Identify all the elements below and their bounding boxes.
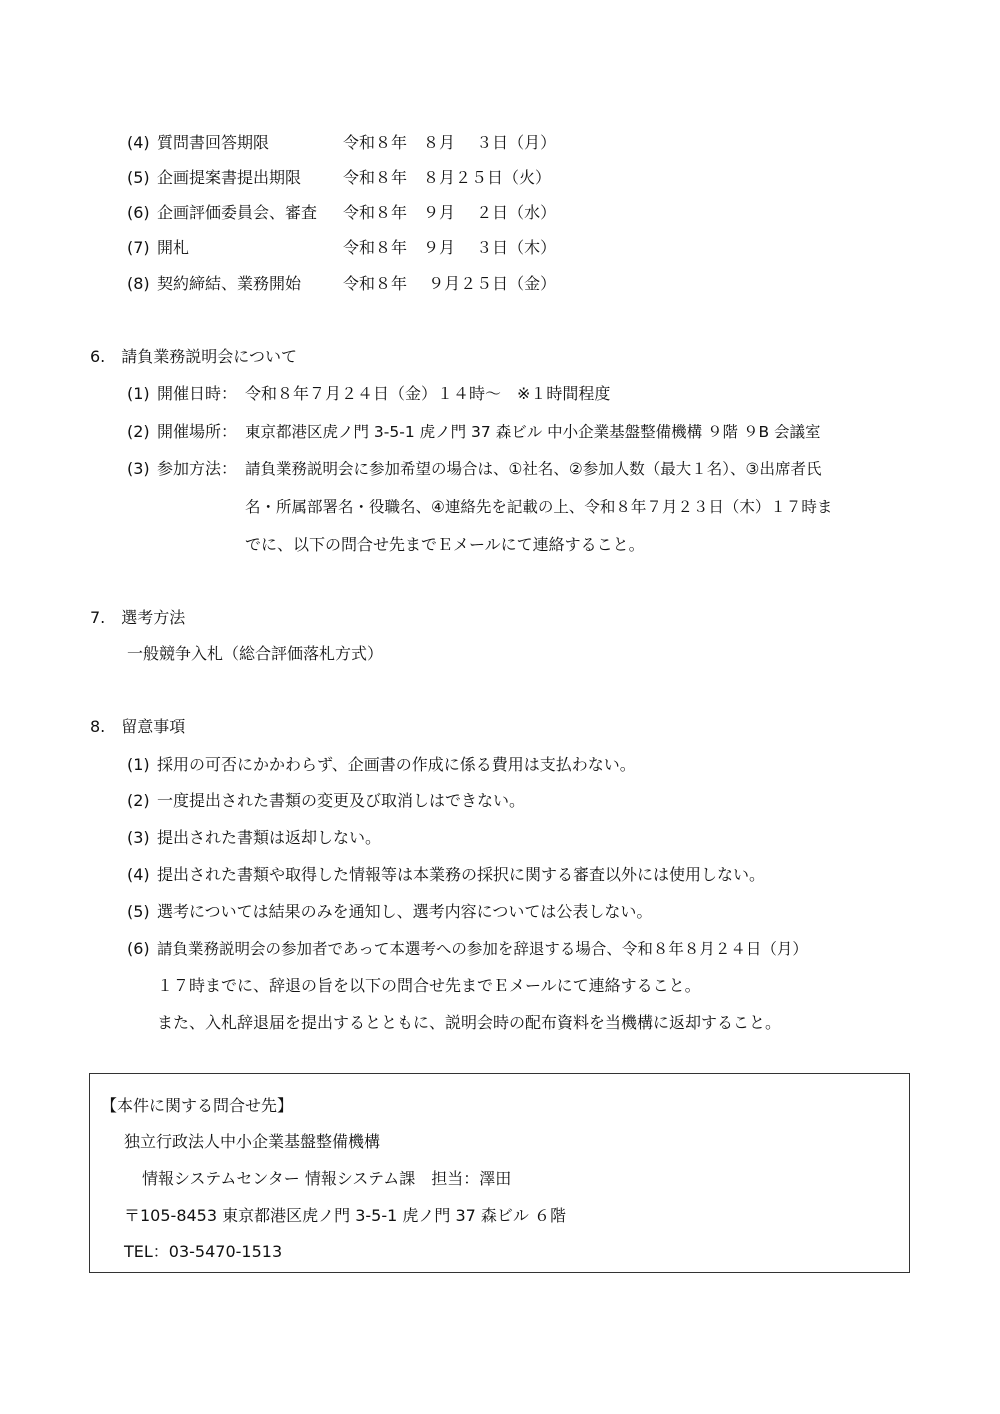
contact-title: 【本件に関する問合せ先】 [101, 1096, 294, 1115]
schedule-date: 令和８年 ９月 ３日（木） [343, 238, 557, 257]
schedule-label: 企画提案書提出期限 [157, 168, 302, 187]
item-num: (3) [127, 828, 150, 847]
item-num: (2) [127, 422, 150, 441]
item-text: 採用の可否にかかわらず、企画書の作成に係る費用は支払わない。 [157, 755, 636, 774]
item-num: (1) [127, 755, 150, 774]
schedule-num: (8) [127, 274, 150, 293]
schedule-date: 令和８年 ８月 ３日（月） [343, 133, 557, 152]
schedule-num: (6) [127, 203, 150, 222]
schedule-date: 令和８年 ９月２５日（金） [343, 274, 557, 293]
section-text: 一般競争入札（総合評価落札方式） [127, 644, 384, 663]
schedule-num: (5) [127, 168, 150, 187]
item-label: 参加方法： [157, 459, 238, 478]
item-continuation: １７時までに、辞退の旨を以下の問合せ先までＥメールにて連絡すること。 [157, 976, 701, 995]
item-num: (6) [127, 939, 150, 958]
schedule-label: 企画評価委員会、審査 [157, 203, 318, 222]
contact-dept: 情報システムセンター 情報システム課 担当：澤田 [142, 1169, 512, 1188]
item-num: (5) [127, 902, 150, 921]
schedule-label: 質問書回答期限 [157, 133, 270, 152]
item-text: 請負業務説明会に参加希望の場合は、①社名、②参加人数（最大１名）、③出席者氏 [245, 460, 822, 478]
schedule-num: (7) [127, 238, 150, 257]
item-label: 開催場所： [157, 422, 238, 441]
item-num: (2) [127, 791, 150, 810]
item-num: (4) [127, 865, 150, 884]
schedule-label: 開札 [157, 238, 190, 257]
schedule-date: 令和８年 ９月 ２日（水） [343, 203, 557, 222]
item-text: でに、以下の問合せ先までＥメールにて連絡すること。 [245, 535, 645, 554]
contact-tel: TEL：03-5470-1513 [124, 1242, 283, 1261]
schedule-num: (4) [127, 133, 150, 152]
contact-address: 〒105-8453 東京都港区虎ノ門 3-5-1 虎ノ門 37 森ビル ６階 [124, 1206, 566, 1225]
item-text: 名・所属部署名・役職名、④連絡先を記載の上、令和８年７月２３日（木）１７時ま [245, 498, 833, 516]
item-text: 請負業務説明会の参加者であって本選考への参加を辞退する場合、令和８年８月２４日（月） [157, 940, 808, 958]
section-heading: 6. 請負業務説明会について [90, 347, 297, 366]
item-text: 一度提出された書類の変更及び取消しはできない。 [157, 791, 526, 810]
section-heading: 7. 選考方法 [90, 608, 186, 627]
schedule-label: 契約締結、業務開始 [157, 274, 302, 293]
item-continuation: また、入札辞退届を提出するとともに、説明会時の配布資料を当機構に返却すること。 [157, 1013, 782, 1032]
section-heading: 8. 留意事項 [90, 717, 186, 736]
item-num: (1) [127, 384, 150, 403]
schedule-date: 令和８年 ８月２５日（火） [343, 168, 552, 187]
item-text: 東京都港区虎ノ門 3-5-1 虎ノ門 37 森ビル 中小企業基盤整備機構 ９階 ９B 会議室 [245, 423, 821, 441]
item-text: 提出された書類は返却しない。 [157, 828, 382, 847]
item-text: 提出された書類や取得した情報等は本業務の採択に関する審査以外には使用しない。 [157, 865, 766, 884]
item-text: 令和８年７月２４日（金）１４時～ ※１時間程度 [245, 384, 611, 403]
item-text: 選考については結果のみを通知し、選考内容については公表しない。 [157, 902, 653, 921]
item-num: (3) [127, 459, 150, 478]
contact-org: 独立行政法人中小企業基盤整備機構 [124, 1132, 381, 1151]
item-label: 開催日時： [157, 384, 238, 403]
